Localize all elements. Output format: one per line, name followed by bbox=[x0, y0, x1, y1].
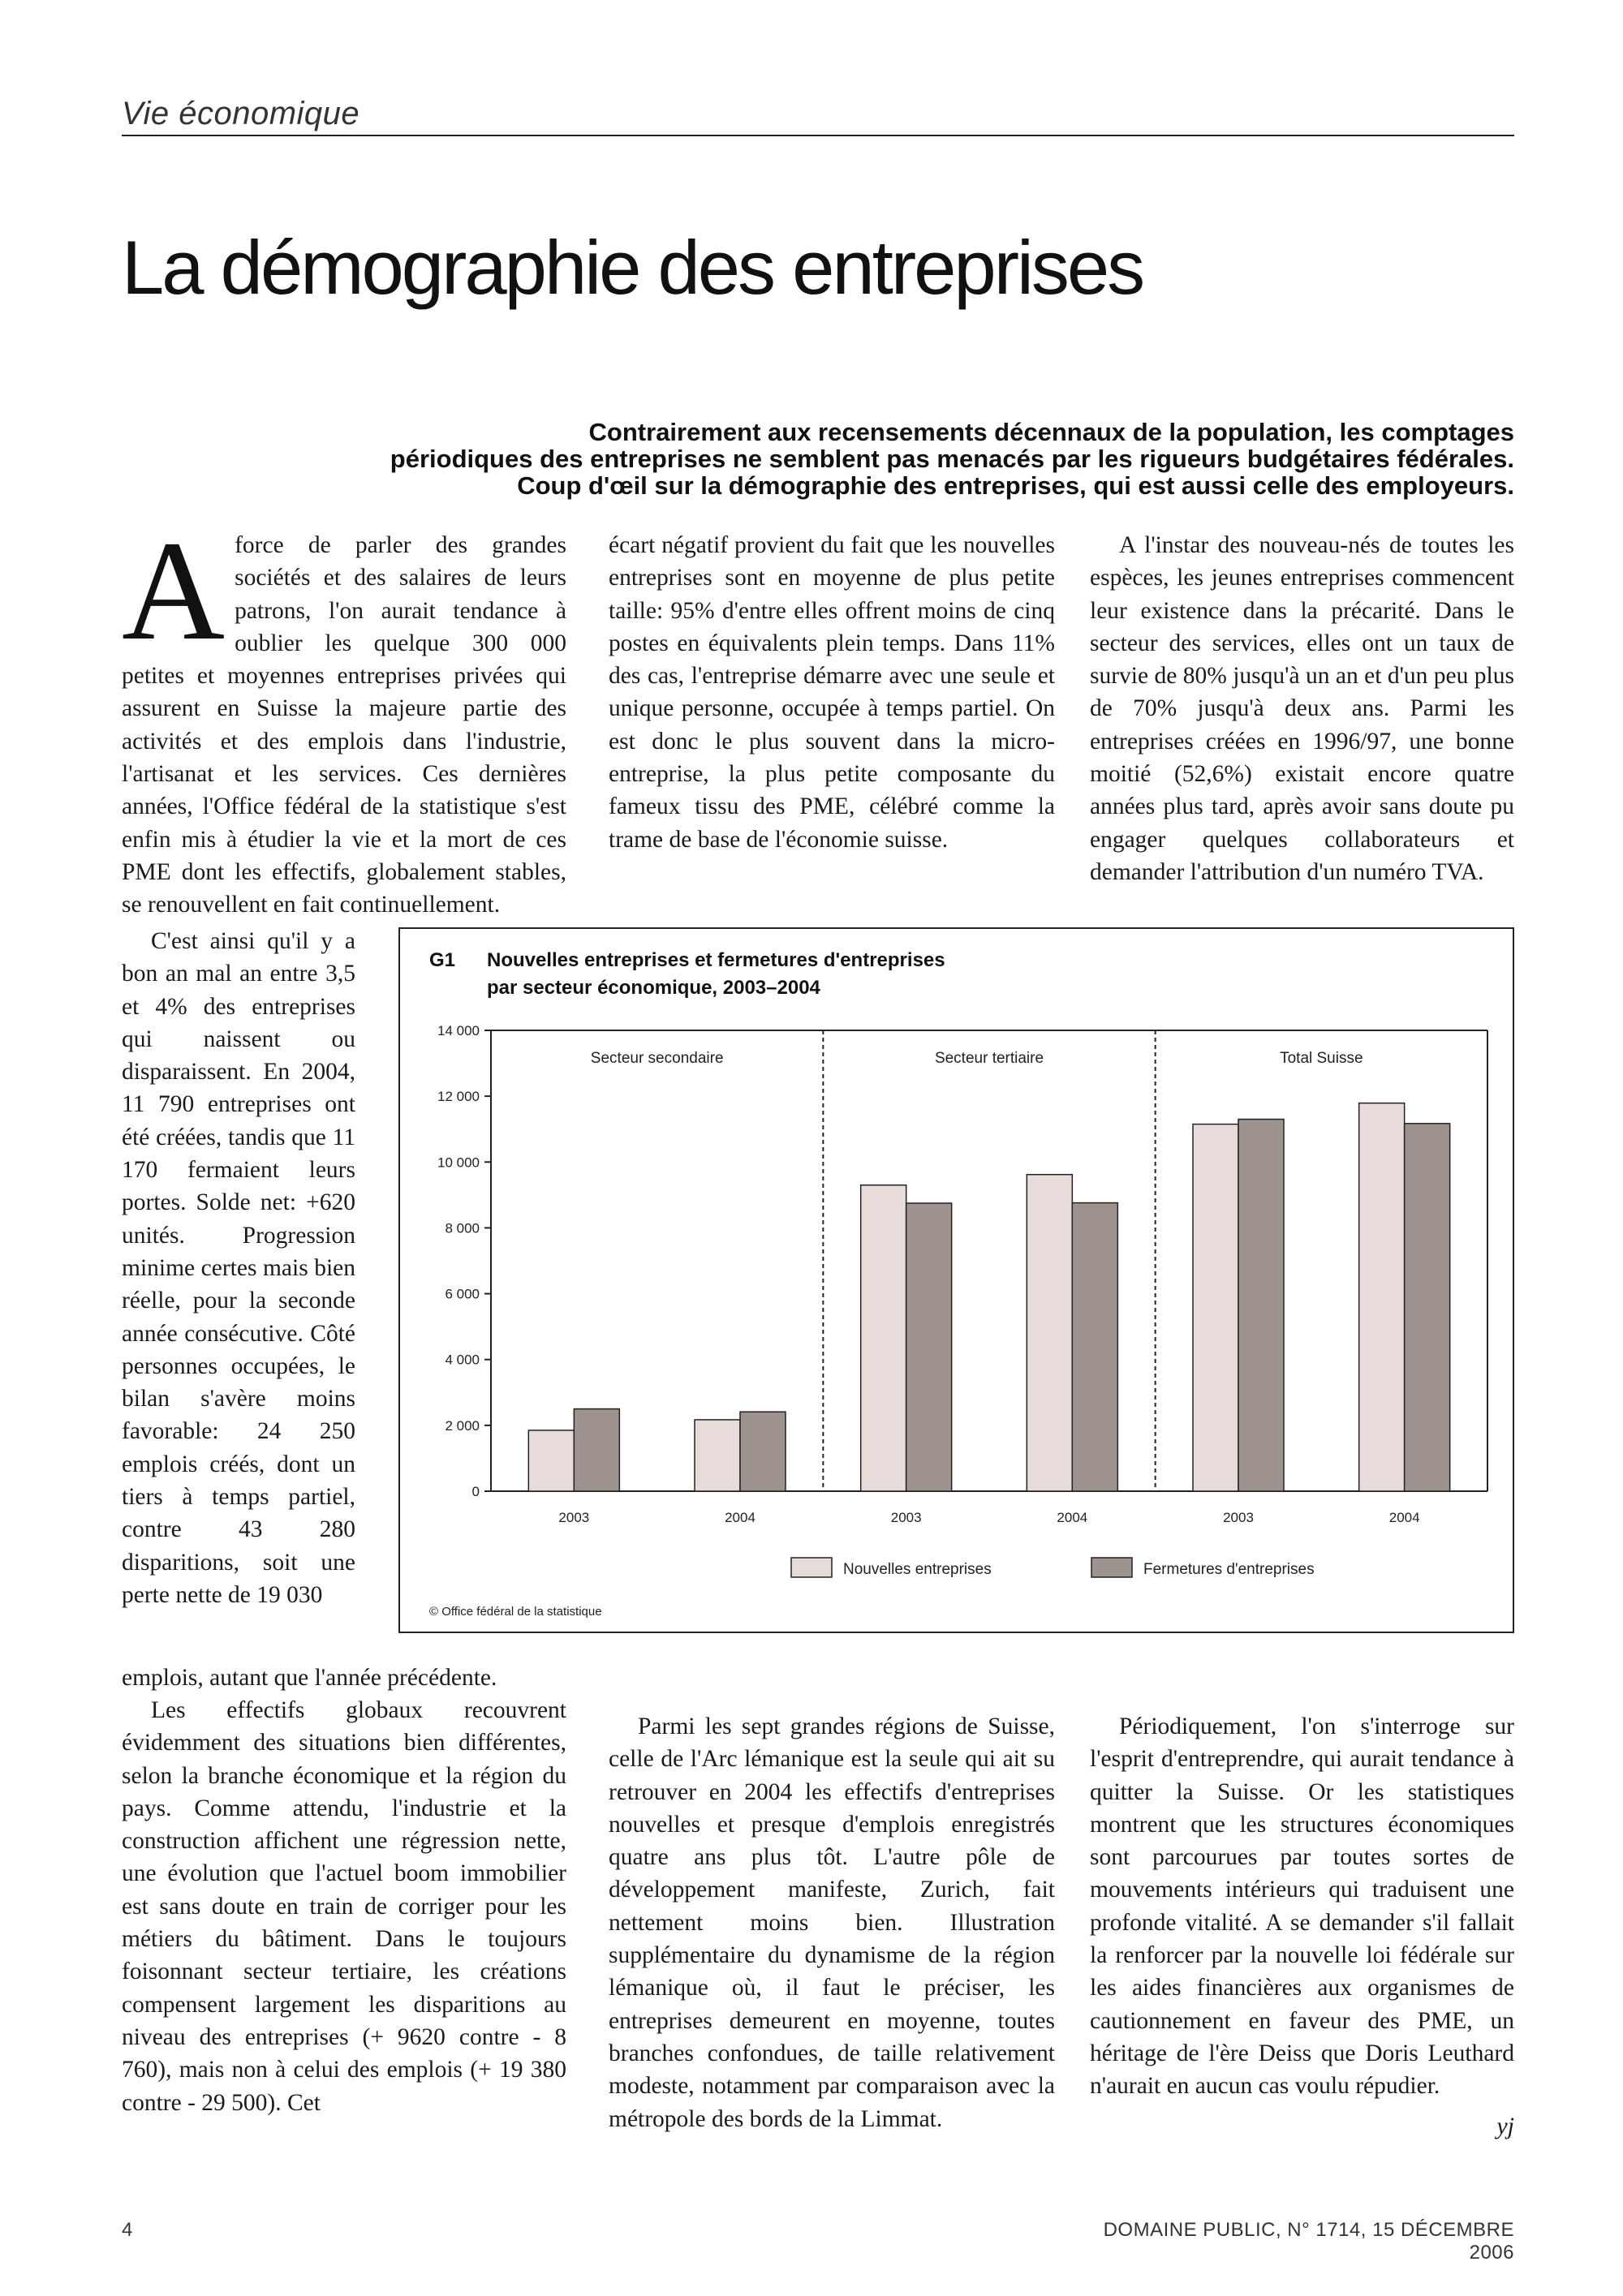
paragraph: Parmi les sept grandes régions de Suisse, celle de l'Arc lémanique est la seule qui ait su retrouver en 2004 les effectifs d'entreprises nouvelles et presque d'emplois enregistrés quatre ans plus tôt. L'autre pôle de développement manifeste, Zurich, fait nettement moins bien. Illustration supplémentaire du dynamisme de la région lémanique où, il faut le préciser, les entreprises demeurent en moyenne, toutes branches confondues, de taille relativement modeste, notamment par comparaison avec la métropole des bords de la Limmat. bbox=[609, 1713, 1055, 2132]
group-label: Secteur secondaire bbox=[590, 1050, 724, 1067]
bar bbox=[740, 1412, 786, 1491]
bar bbox=[574, 1409, 619, 1491]
column-1-bottom bbox=[122, 1694, 566, 2119]
lead-paragraph bbox=[146, 419, 1514, 499]
x-tick-label: 2004 bbox=[1057, 1510, 1088, 1525]
paragraph: écart négatif provient du fait que les nouvelles entreprises sont en moyenne de plus petite taille: 95% d'entre elles offrent moins de cinq postes en équivalents plein temps. Dans 11% des cas, l'entreprise démarre avec une seule et unique personne, occupée à temps partiel. On est donc le plus souvent dans la micro-entreprise, la plus petite composante du fameux tissu des PME, célébré comme la trame de base de l'économie suisse. bbox=[609, 532, 1055, 853]
y-tick-label: 6 000 bbox=[445, 1286, 480, 1302]
column-1-narrow-tail bbox=[122, 1662, 566, 1694]
y-tick-label: 2 000 bbox=[445, 1417, 480, 1434]
chart-title-line: par secteur économique, 2003–2004 bbox=[487, 977, 820, 999]
lead-line: Contrairement aux recensements décennaux de la population, les comptages bbox=[588, 418, 1514, 446]
bar bbox=[1359, 1103, 1405, 1491]
page-number: 4 bbox=[122, 2219, 133, 2241]
x-tick-label: 2004 bbox=[1388, 1510, 1420, 1525]
x-tick-label: 2004 bbox=[725, 1510, 756, 1525]
bar bbox=[695, 1420, 740, 1491]
column-3-bottom bbox=[1090, 1710, 1514, 2103]
bar bbox=[1027, 1175, 1072, 1491]
column-2-top bbox=[609, 529, 1055, 856]
bar bbox=[1405, 1124, 1450, 1491]
chart-label: G1 bbox=[429, 949, 456, 971]
y-tick-label: 8 000 bbox=[445, 1220, 480, 1236]
bar-chart bbox=[400, 929, 1513, 1632]
x-tick-label: 2003 bbox=[890, 1510, 922, 1525]
legend-swatch bbox=[1091, 1558, 1132, 1577]
header-rule bbox=[122, 135, 1514, 136]
y-tick-label: 0 bbox=[471, 1484, 480, 1499]
bar bbox=[528, 1430, 574, 1491]
group-label: Total Suisse bbox=[1280, 1050, 1363, 1067]
y-tick-label: 10 000 bbox=[437, 1154, 480, 1171]
y-tick-label: 12 000 bbox=[437, 1089, 480, 1105]
lead-line: périodiques des entreprises ne semblent pas menacés par les rigueurs budgétaires fédérales. bbox=[390, 445, 1514, 473]
group-label: Secteur tertiaire bbox=[934, 1050, 1044, 1067]
chart-figure bbox=[398, 927, 1514, 1633]
paragraph: force de parler des grandes sociétés et des salaires de leurs patrons, l'on aurait tendance à oublier les quelque 300 000 petites et moyennes entreprises privées qui assurent en Suisse la majeure partie des activités et des emplois dans l'industrie, l'artisanat et les services. Ces dernières années, l'Office fédéral de la statistique s'est enfin mis à étudier la vie et la mort de ces PME dont les effectifs, globalement stables, se renouvellent en fait continuellement. bbox=[122, 532, 566, 918]
bar bbox=[1193, 1124, 1238, 1491]
paragraph: A l'instar des nouveau-nés de toutes les espèces, les jeunes entreprises commencent leur existence dans la précarité. Dans le secteur des services, elles ont un taux de survie de 80% jusqu'à un an et d'un peu plus de 70% jusqu'à deux ans. Parmi les entreprises créées en 1996/97, une bonne moitié (52,6%) existait encore quatre années plus tard, après avoir sans doute pu engager quelques collaborateurs et demander l'attribution d'un numéro TVA. bbox=[1090, 532, 1514, 885]
lead-line: Coup d'œil sur la démographie des entreprises, qui est aussi celle des employeurs. bbox=[517, 471, 1514, 500]
author-signature: yj bbox=[1496, 2113, 1514, 2139]
legend-label: Nouvelles entreprises bbox=[843, 1561, 992, 1578]
publication-info: DOMAINE PUBLIC, N° 1714, 15 DÉCEMBRE 2006 bbox=[1103, 2219, 1514, 2264]
x-tick-label: 2003 bbox=[1223, 1510, 1254, 1525]
paragraph-tail: emplois, autant que l'année précédente. bbox=[122, 1665, 497, 1691]
column-1-top bbox=[122, 512, 566, 922]
bar bbox=[861, 1185, 906, 1491]
paragraph: C'est ainsi qu'il y a bon an mal an entre 3,5 et 4% des entreprises qui naissent ou disparaissent. En 2004, 11 790 entreprises ont été créées, tandis que 11 170 fermaient leurs portes. Solde net: +620 unités. Progression minime certes mais bien réelle, pour la seconde année consécutive. Côté personnes occupées, le bilan s'avère moins favorable: 24 250 emplois créés, dont un tiers à temps partiel, contre 43 280 disparitions, soit une perte nette de 19 030 bbox=[122, 928, 355, 1608]
chart-title-line: Nouvelles entreprises et fermetures d'entreprises bbox=[487, 949, 945, 971]
bar bbox=[906, 1203, 952, 1491]
column-2-bottom bbox=[609, 1710, 1055, 2135]
drop-cap: A bbox=[122, 512, 226, 670]
paragraph: Les effectifs globaux recouvrent évidemment des situations bien différentes, selon la branche économique et la région du pays. Comme attendu, l'industrie et la construction affichent une régression nette, une évolution que l'actuel boom immobilier est sans doute en train de corriger pour les métiers du bâtiment. Dans le toujours foisonnant secteur tertiaire, les créations compensent largement les disparitions au niveau des entreprises (+ 9620 contre - 8 760), mais non à celui des emplois (+ 19 380 contre - 29 500). Cet bbox=[122, 1697, 566, 2116]
y-tick-label: 14 000 bbox=[437, 1023, 480, 1038]
chart-source: © Office fédéral de la statistique bbox=[429, 1605, 602, 1619]
column-1-narrow bbox=[122, 925, 355, 1611]
bar bbox=[1238, 1120, 1284, 1491]
article-title: La démographie des entreprises bbox=[122, 225, 1143, 310]
bar bbox=[1072, 1203, 1117, 1491]
legend-swatch bbox=[791, 1558, 832, 1577]
section-label: Vie économique bbox=[122, 96, 360, 131]
x-tick-label: 2003 bbox=[558, 1510, 590, 1525]
column-3-top bbox=[1090, 529, 1514, 888]
y-tick-label: 4 000 bbox=[445, 1352, 480, 1368]
legend-label: Fermetures d'entreprises bbox=[1143, 1561, 1315, 1578]
paragraph: Périodiquement, l'on s'interroge sur l'esprit d'entreprendre, qui aurait tendance à quitter la Suisse. Or les statistiques montrent que les structures économiques sont parcourues par toutes sortes de mouvements intérieurs qui traduisent une profonde vitalité. A se demander s'il fallait la renforcer par la nouvelle loi fédérale sur les aides financières aux organismes de cautionnement en faveur des PME, un héritage de l'ère Deiss que Doris Leuthard n'aurait en aucun cas voulu répudier. bbox=[1090, 1713, 1514, 2100]
